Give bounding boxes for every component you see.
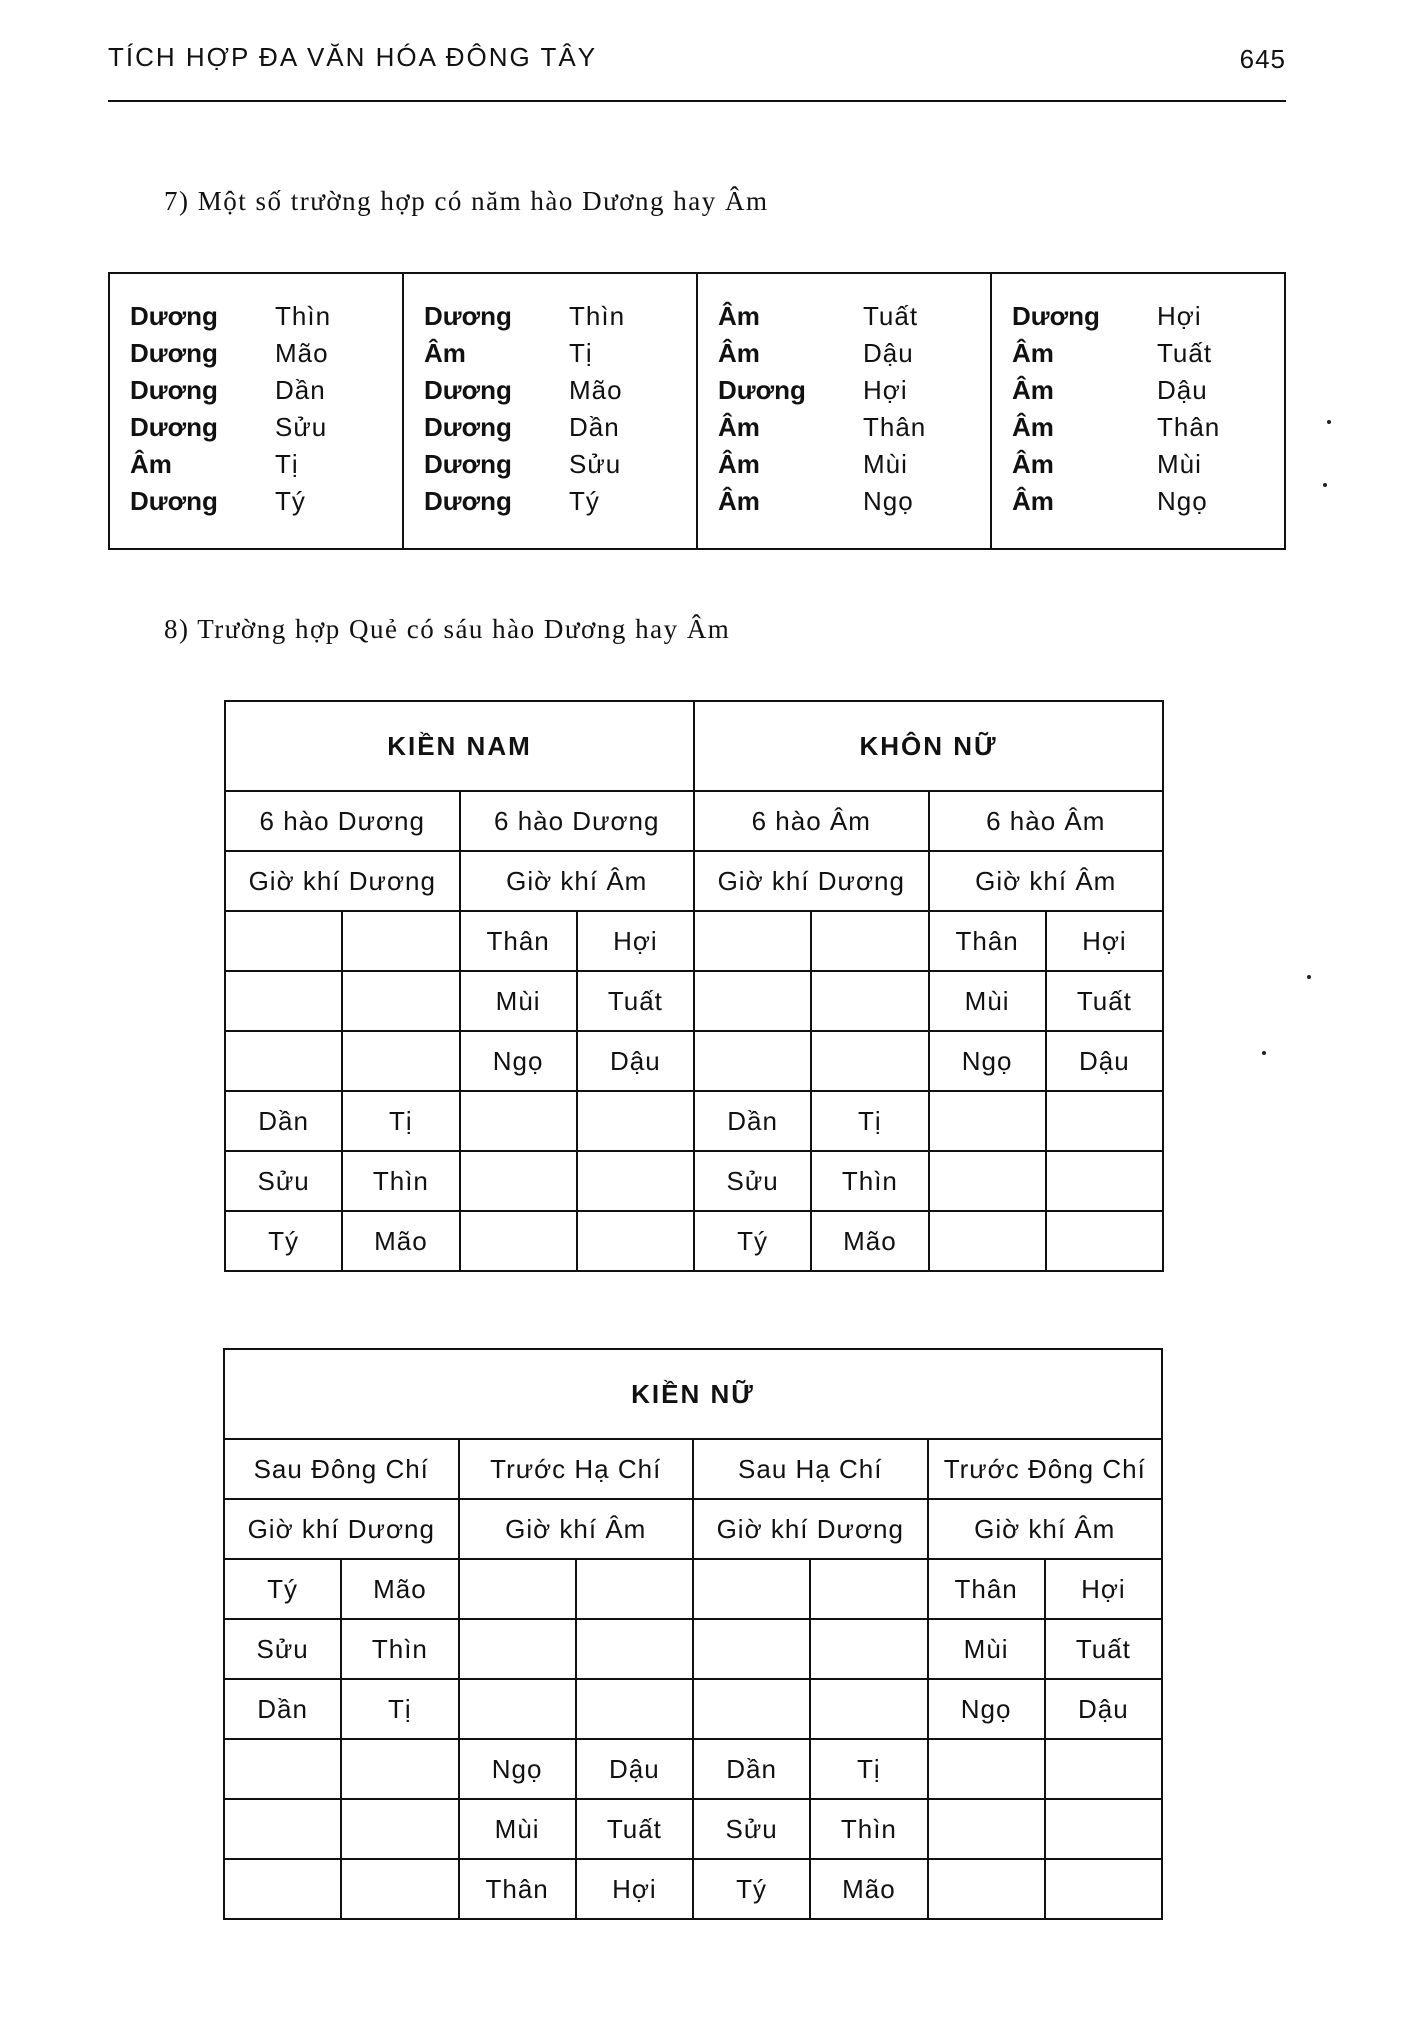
branch-label: Sửu — [275, 412, 328, 442]
scan-speck — [1327, 420, 1331, 424]
table-cell: Tuất — [1046, 971, 1163, 1031]
table-cell: Ngọ — [460, 1031, 577, 1091]
table-cell — [694, 971, 811, 1031]
branch-label: Mùi — [863, 449, 908, 479]
table-row — [224, 1619, 1162, 1679]
branch-label: Mão — [275, 338, 329, 368]
branch-label: Thìn — [569, 301, 626, 331]
table-row — [224, 1739, 1162, 1799]
table-cell — [694, 911, 811, 971]
sub-header-cell: Sau Đông Chí — [224, 1439, 459, 1499]
yinyang-label: Dương — [130, 301, 218, 331]
branch-label: Tị — [569, 338, 593, 368]
table-cell: Hợi — [1045, 1559, 1162, 1619]
branch-label: Tý — [569, 486, 600, 516]
table-cell: Dần — [225, 1091, 342, 1151]
table-cell — [459, 1619, 576, 1679]
table-cell: Ngọ — [928, 1679, 1045, 1739]
sub-header-cell: Sau Hạ Chí — [693, 1439, 928, 1499]
branch-label: Ngọ — [1157, 486, 1208, 516]
table-cell — [224, 1859, 341, 1919]
table-cell: Tị — [342, 1091, 459, 1151]
branch-label: Hợi — [1157, 301, 1202, 331]
table-cell: Dần — [693, 1739, 810, 1799]
table-cell — [459, 1679, 576, 1739]
yao-row — [718, 335, 990, 372]
table-cell — [341, 1799, 458, 1859]
table-cell — [811, 911, 928, 971]
yinyang-label: Âm — [1012, 486, 1054, 516]
yao-row — [424, 372, 696, 409]
yinyang-label: Dương — [718, 375, 806, 405]
table-cell: Thìn — [811, 1151, 928, 1211]
header-kien-nu: KIỀN NỮ — [224, 1349, 1162, 1439]
yao-row — [130, 335, 402, 372]
yinyang-label: Âm — [1012, 449, 1054, 479]
table-b-sub2-row — [224, 1499, 1162, 1559]
yao-row — [130, 298, 402, 335]
sub-header-cell: Trước Hạ Chí — [459, 1439, 694, 1499]
table-cell: Mão — [811, 1211, 928, 1271]
table-cell — [811, 1031, 928, 1091]
table-cell: Tý — [694, 1211, 811, 1271]
yinyang-label: Dương — [424, 301, 512, 331]
sub-header-cell: Giờ khí Âm — [460, 851, 695, 911]
table-cell — [224, 1739, 341, 1799]
table-cell — [1046, 1151, 1163, 1211]
branch-label: Dậu — [1157, 375, 1208, 405]
table-cell — [1045, 1799, 1162, 1859]
table-row — [225, 1211, 1163, 1271]
table-cell: Mùi — [929, 971, 1046, 1031]
yao-row — [1012, 409, 1284, 446]
page-number: 645 — [1239, 44, 1286, 74]
table-cell: Dậu — [1045, 1679, 1162, 1739]
table-cell — [225, 1031, 342, 1091]
yao-row — [1012, 483, 1284, 520]
table-cell — [810, 1679, 927, 1739]
table-cell — [577, 1151, 694, 1211]
table-cell — [929, 1211, 1046, 1271]
yinyang-label: Âm — [130, 449, 172, 479]
yao-row — [1012, 446, 1284, 483]
yinyang-label: Dương — [130, 338, 218, 368]
table-cell — [1046, 1211, 1163, 1271]
table-cell: Dần — [694, 1091, 811, 1151]
header-kien-nam: KIỀN NAM — [225, 701, 694, 791]
table-cell: Mão — [810, 1859, 927, 1919]
scan-speck — [1262, 1051, 1266, 1055]
table-cell: Thìn — [342, 1151, 459, 1211]
table-cell: Thân — [929, 911, 1046, 971]
table-cell: Tý — [224, 1559, 341, 1619]
table-cell — [225, 911, 342, 971]
table-cell: Dậu — [577, 1031, 694, 1091]
table-cell — [576, 1619, 693, 1679]
yao-row — [1012, 298, 1284, 335]
table-cell: Dậu — [1046, 1031, 1163, 1091]
table-cell — [576, 1679, 693, 1739]
yinyang-label: Âm — [718, 338, 760, 368]
table-a-sub1-row — [225, 791, 1163, 851]
table-cell — [810, 1619, 927, 1679]
yao-row — [1012, 335, 1284, 372]
yao-group — [992, 274, 1284, 548]
yao-row — [130, 372, 402, 409]
yinyang-label: Dương — [424, 412, 512, 442]
table-cell — [342, 911, 459, 971]
table-cell: Tị — [341, 1679, 458, 1739]
table-cell: Tuất — [577, 971, 694, 1031]
table-b-sub1-row — [224, 1439, 1162, 1499]
branch-label: Tuất — [863, 301, 919, 331]
table-cell: Mùi — [460, 971, 577, 1031]
branch-label: Mão — [569, 375, 623, 405]
sub-header-cell: Giờ khí Dương — [225, 851, 460, 911]
kien-nu-table — [223, 1348, 1163, 1920]
table-cell: Sửu — [694, 1151, 811, 1211]
table-cell — [459, 1559, 576, 1619]
sub-header-cell: Giờ khí Âm — [929, 851, 1164, 911]
table-row — [225, 1031, 1163, 1091]
table-cell: Sửu — [693, 1799, 810, 1859]
table-cell — [928, 1859, 1045, 1919]
table-cell: Mão — [342, 1211, 459, 1271]
yinyang-label: Âm — [1012, 375, 1054, 405]
yinyang-label: Dương — [130, 486, 218, 516]
table-a-sub2-row — [225, 851, 1163, 911]
kien-nam-khon-nu-table — [224, 700, 1164, 1272]
table-cell — [577, 1091, 694, 1151]
table-cell — [342, 1031, 459, 1091]
table-cell — [811, 971, 928, 1031]
yao-row — [718, 298, 990, 335]
table-cell — [929, 1091, 1046, 1151]
table-cell — [224, 1799, 341, 1859]
yao-row — [718, 409, 990, 446]
table-cell: Thân — [928, 1559, 1045, 1619]
yinyang-label: Âm — [718, 486, 760, 516]
table-cell: Thìn — [810, 1799, 927, 1859]
yinyang-label: Âm — [718, 412, 760, 442]
sub-header-cell: Giờ khí Âm — [928, 1499, 1163, 1559]
yinyang-label: Âm — [1012, 412, 1054, 442]
yinyang-label: Âm — [1012, 338, 1054, 368]
section-8-title: 8) Trường hợp Quẻ có sáu hào Dương hay Âm — [164, 614, 731, 644]
scan-speck — [1307, 975, 1311, 979]
table-row — [224, 1559, 1162, 1619]
table-cell: Ngọ — [929, 1031, 1046, 1091]
table-cell: Hợi — [576, 1859, 693, 1919]
header-khon-nu: KHÔN NỮ — [694, 701, 1163, 791]
table-row — [225, 1151, 1163, 1211]
table-cell — [810, 1559, 927, 1619]
table-cell: Sửu — [224, 1619, 341, 1679]
yao-row — [424, 483, 696, 520]
yinyang-label: Dương — [424, 486, 512, 516]
table-row — [225, 911, 1163, 971]
section-7-title: 7) Một số trường hợp có năm hào Dương hay Âm — [164, 186, 769, 216]
table-cell — [693, 1619, 810, 1679]
table-cell — [694, 1031, 811, 1091]
branch-label: Hợi — [863, 375, 908, 405]
table-cell: Dần — [224, 1679, 341, 1739]
table-cell — [928, 1799, 1045, 1859]
branch-label: Thân — [863, 412, 927, 442]
yao-group — [404, 274, 698, 548]
branch-label: Thân — [1157, 412, 1221, 442]
table-cell — [693, 1679, 810, 1739]
table-cell — [576, 1559, 693, 1619]
table-cell — [225, 971, 342, 1031]
table-cell: Tuất — [576, 1799, 693, 1859]
table-cell — [341, 1739, 458, 1799]
table-cell — [460, 1091, 577, 1151]
yao-row — [424, 409, 696, 446]
table-cell: Tý — [225, 1211, 342, 1271]
yao-row — [718, 483, 990, 520]
table-cell: Thân — [459, 1859, 576, 1919]
table-row — [225, 971, 1163, 1031]
table-cell — [1046, 1091, 1163, 1151]
table-cell — [928, 1739, 1045, 1799]
table-cell: Mùi — [459, 1799, 576, 1859]
sub-header-cell: 6 hào Dương — [460, 791, 695, 851]
table-cell: Dậu — [576, 1739, 693, 1799]
table-cell — [341, 1859, 458, 1919]
table-row — [224, 1859, 1162, 1919]
table-cell: Hợi — [577, 911, 694, 971]
yao-row — [130, 409, 402, 446]
sub-header-cell: 6 hào Dương — [225, 791, 460, 851]
table-cell — [577, 1211, 694, 1271]
table-cell — [342, 971, 459, 1031]
table-cell: Tý — [693, 1859, 810, 1919]
yao-row — [1012, 372, 1284, 409]
branch-label: Tị — [275, 449, 299, 479]
table-cell — [460, 1151, 577, 1211]
table-cell — [460, 1211, 577, 1271]
yinyang-label: Âm — [718, 301, 760, 331]
table-cell — [929, 1151, 1046, 1211]
sub-header-cell: Trước Đông Chí — [928, 1439, 1163, 1499]
table-cell: Thân — [460, 911, 577, 971]
yinyang-label: Dương — [424, 375, 512, 405]
branch-label: Dần — [569, 412, 620, 442]
branch-label: Tý — [275, 486, 306, 516]
sub-header-cell: Giờ khí Dương — [224, 1499, 459, 1559]
running-title: TÍCH HỢP ĐA VĂN HÓA ĐÔNG TÂY — [108, 42, 598, 72]
yao-row — [718, 446, 990, 483]
sub-header-cell: Giờ khí Âm — [459, 1499, 694, 1559]
branch-label: Mùi — [1157, 449, 1202, 479]
yao-row — [424, 298, 696, 335]
table-cell — [1045, 1739, 1162, 1799]
table-cell: Mùi — [928, 1619, 1045, 1679]
table-cell: Sửu — [225, 1151, 342, 1211]
table-cell — [693, 1559, 810, 1619]
yao-group — [698, 274, 992, 548]
table-cell: Ngọ — [459, 1739, 576, 1799]
table-cell: Thìn — [341, 1619, 458, 1679]
branch-label: Dần — [275, 375, 326, 405]
sub-header-cell: 6 hào Âm — [694, 791, 929, 851]
branch-label: Thìn — [275, 301, 332, 331]
yao-row — [424, 446, 696, 483]
five-yao-table — [108, 272, 1286, 550]
table-row — [224, 1679, 1162, 1739]
branch-label: Tuất — [1157, 338, 1213, 368]
yinyang-label: Dương — [424, 449, 512, 479]
yao-row — [424, 335, 696, 372]
yao-row — [130, 483, 402, 520]
yinyang-label: Âm — [424, 338, 466, 368]
table-row — [225, 1091, 1163, 1151]
table-cell: Tị — [811, 1091, 928, 1151]
yinyang-label: Dương — [1012, 301, 1100, 331]
yinyang-label: Dương — [130, 375, 218, 405]
page-header — [108, 38, 1286, 102]
table-cell — [1045, 1859, 1162, 1919]
yao-row — [718, 372, 990, 409]
branch-label: Ngọ — [863, 486, 914, 516]
table-cell: Hợi — [1046, 911, 1163, 971]
scan-speck — [1323, 483, 1327, 487]
branch-label: Sửu — [569, 449, 622, 479]
table-cell: Mão — [341, 1559, 458, 1619]
sub-header-cell: Giờ khí Dương — [693, 1499, 928, 1559]
yinyang-label: Âm — [718, 449, 760, 479]
branch-label: Dậu — [863, 338, 914, 368]
table-row — [224, 1799, 1162, 1859]
sub-header-cell: Giờ khí Dương — [694, 851, 929, 911]
table-cell: Tuất — [1045, 1619, 1162, 1679]
yao-group — [110, 274, 404, 548]
table-cell: Tị — [810, 1739, 927, 1799]
sub-header-cell: 6 hào Âm — [929, 791, 1164, 851]
yinyang-label: Dương — [130, 412, 218, 442]
yao-row — [130, 446, 402, 483]
